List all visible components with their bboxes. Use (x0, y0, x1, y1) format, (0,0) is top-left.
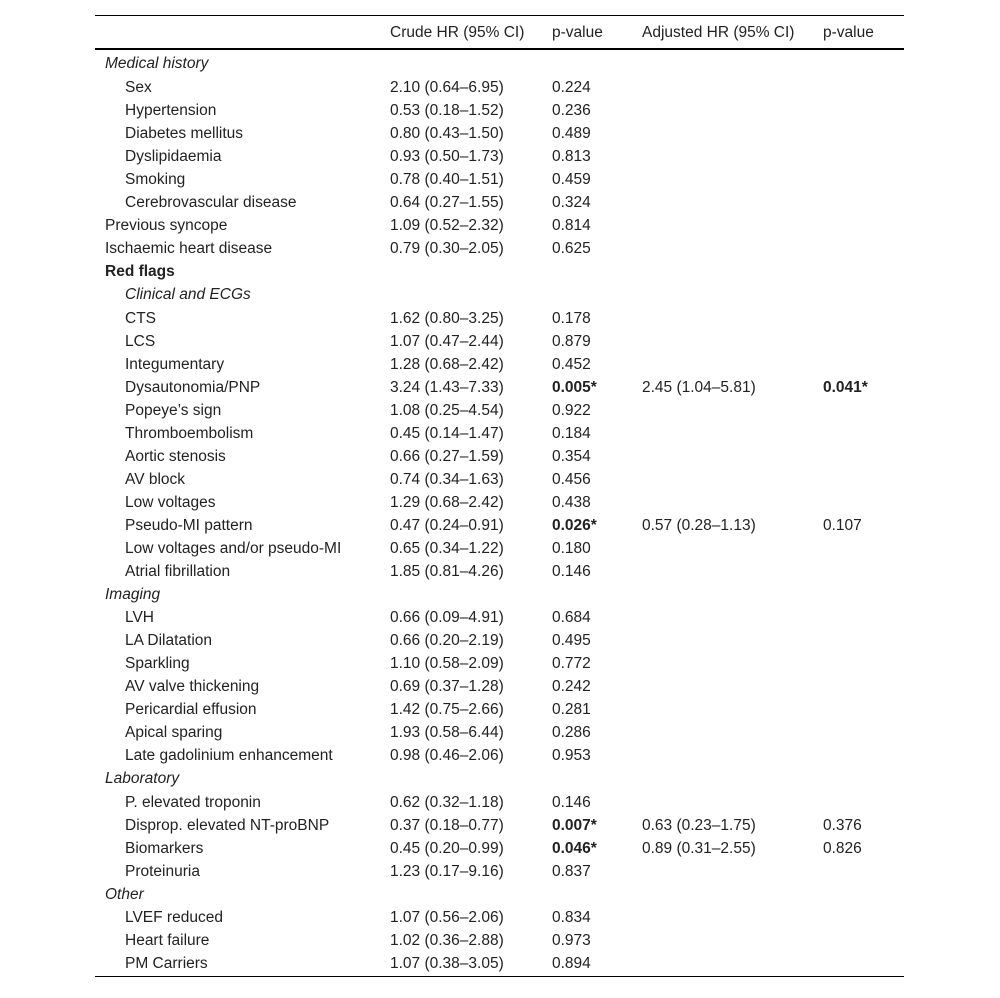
crude-hr-cell: 0.98 (0.46–2.06) (390, 747, 504, 764)
p-value-cell: 0.184 (552, 424, 591, 442)
p-value-cell: 0.953 (552, 747, 591, 764)
table-row (95, 191, 904, 214)
row-label: Popeye’s sign (125, 401, 222, 419)
crude-hr-cell: 1.85 (0.81–4.26) (390, 562, 504, 580)
header-adjusted-p-value: p-value (823, 24, 874, 41)
crude-hr-cell: 1.23 (0.17–9.16) (390, 862, 504, 880)
hazard-ratio-table (95, 15, 904, 977)
crude-hr-cell: 0.80 (0.43–1.50) (390, 124, 504, 142)
section-header-row (95, 260, 904, 284)
row-label: Pseudo-MI pattern (125, 516, 253, 534)
crude-hr-cell: 0.74 (0.34–1.63) (390, 470, 504, 488)
header-crude-hr: Crude HR (95% CI) (390, 24, 525, 41)
p-value-cell: 0.459 (552, 170, 591, 188)
crude-hr-cell: 3.24 (1.43–7.33) (390, 378, 504, 396)
table-row (95, 122, 904, 145)
row-label: Apical sparing (125, 724, 223, 741)
p-value-cell: 0.837 (552, 862, 591, 880)
crude-hr-cell: 1.09 (0.52–2.32) (390, 216, 504, 234)
crude-hr-cell: 0.47 (0.24–0.91) (390, 516, 504, 534)
row-label: Low voltages (125, 493, 216, 511)
row-label: Diabetes mellitus (125, 124, 244, 142)
p-value-cell: 0.224 (552, 78, 591, 96)
section-label: Clinical and ECGs (125, 286, 251, 303)
table-row (95, 721, 904, 744)
section-header-row (95, 52, 904, 76)
p-value-cell: 0.814 (552, 216, 591, 234)
header-p-value: p-value (552, 24, 603, 41)
p-value-cell: 0.452 (552, 355, 591, 373)
table-row (95, 445, 904, 468)
p-value-cell: 0.026* (552, 516, 597, 534)
section-label: Imaging (105, 585, 161, 603)
table-header (95, 16, 904, 50)
p-value-cell: 0.684 (552, 609, 591, 626)
crude-hr-cell: 1.29 (0.68–2.42) (390, 493, 504, 511)
crude-hr-cell: 0.79 (0.30–2.05) (390, 239, 504, 257)
crude-hr-cell: 0.64 (0.27–1.55) (390, 193, 504, 211)
section-label: Other (105, 885, 144, 903)
crude-hr-cell: 2.10 (0.64–6.95) (390, 78, 504, 96)
row-label: Dysautonomia/PNP (125, 378, 261, 396)
p-value-cell: 0.438 (552, 493, 591, 511)
table-row (95, 237, 904, 260)
section-label: Laboratory (105, 770, 180, 787)
table-row (95, 537, 904, 560)
crude-hr-cell: 1.07 (0.56–2.06) (390, 909, 504, 926)
row-label: P. elevated troponin (125, 793, 261, 811)
row-label: Proteinuria (125, 862, 200, 880)
p-value-cell: 0.879 (552, 332, 591, 350)
section-label: Medical history (105, 55, 209, 72)
adjusted-hr-cell: 0.57 (0.28–1.13) (642, 516, 756, 534)
crude-hr-cell: 0.69 (0.37–1.28) (390, 678, 504, 695)
crude-hr-cell: 1.07 (0.47–2.44) (390, 332, 504, 350)
adjusted-p-value-cell: 0.376 (823, 816, 862, 834)
p-value-cell: 0.005* (552, 378, 597, 396)
table-row (95, 814, 904, 837)
section-label: Red flags (105, 262, 175, 280)
table-row (95, 353, 904, 376)
table-row (95, 468, 904, 491)
table-row (95, 168, 904, 191)
table-row (95, 675, 904, 698)
header-adjusted-hr: Adjusted HR (95% CI) (642, 24, 795, 41)
adjusted-hr-cell: 2.45 (1.04–5.81) (642, 378, 756, 396)
row-label: Sparkling (125, 655, 190, 672)
row-label: Cerebrovascular disease (125, 193, 297, 211)
row-label: Aortic stenosis (125, 447, 226, 465)
row-label: Disprop. elevated NT-proBNP (125, 816, 330, 834)
table-row (95, 99, 904, 122)
row-label: AV block (125, 470, 186, 488)
crude-hr-cell: 0.78 (0.40–1.51) (390, 170, 504, 188)
crude-hr-cell: 0.53 (0.18–1.52) (390, 101, 504, 119)
table-row (95, 560, 904, 583)
p-value-cell: 0.236 (552, 101, 591, 119)
row-label: Thromboembolism (125, 424, 254, 442)
table-row (95, 929, 904, 952)
p-value-cell: 0.178 (552, 309, 591, 327)
row-label: Integumentary (125, 355, 225, 373)
p-value-cell: 0.146 (552, 793, 591, 811)
row-label: Late gadolinium enhancement (125, 747, 333, 764)
table-row (95, 514, 904, 537)
row-label: Smoking (125, 170, 186, 188)
crude-hr-cell: 1.10 (0.58–2.09) (390, 655, 504, 672)
crude-hr-cell: 1.93 (0.58–6.44) (390, 724, 504, 741)
adjusted-hr-cell: 0.63 (0.23–1.75) (642, 816, 756, 834)
p-value-cell: 0.922 (552, 401, 591, 419)
p-value-cell: 0.281 (552, 701, 591, 718)
crude-hr-cell: 1.62 (0.80–3.25) (390, 309, 504, 327)
row-label: LVH (125, 609, 155, 626)
row-label: Atrial fibrillation (125, 562, 231, 580)
p-value-cell: 0.772 (552, 655, 591, 672)
table-row (95, 491, 904, 514)
row-label: Biomarkers (125, 839, 204, 857)
crude-hr-cell: 0.65 (0.34–1.22) (390, 539, 504, 557)
table-row (95, 952, 904, 975)
crude-hr-cell: 1.07 (0.38–3.05) (390, 955, 504, 972)
row-label: Ischaemic heart disease (105, 239, 273, 257)
crude-hr-cell: 0.45 (0.20–0.99) (390, 839, 504, 857)
p-value-cell: 0.286 (552, 724, 591, 741)
table-row (95, 307, 904, 330)
adjusted-p-value-cell: 0.826 (823, 839, 862, 857)
table-row (95, 629, 904, 652)
p-value-cell: 0.146 (552, 562, 591, 580)
p-value-cell: 0.324 (552, 193, 591, 211)
row-label: Pericardial effusion (125, 701, 257, 718)
table-row (95, 145, 904, 168)
row-label: Sex (125, 78, 152, 96)
p-value-cell: 0.180 (552, 539, 591, 557)
row-label: CTS (125, 309, 156, 327)
table-row (95, 652, 904, 675)
row-label: Dyslipidaemia (125, 147, 222, 165)
crude-hr-cell: 1.02 (0.36–2.88) (390, 932, 504, 949)
table-row (95, 837, 904, 860)
table-row (95, 330, 904, 353)
row-label: Hypertension (125, 101, 217, 119)
crude-hr-cell: 0.93 (0.50–1.73) (390, 147, 504, 165)
table-row (95, 860, 904, 883)
crude-hr-cell: 0.66 (0.20–2.19) (390, 632, 504, 649)
table-row (95, 698, 904, 721)
table-row (95, 744, 904, 767)
table-row (95, 422, 904, 445)
table-row (95, 606, 904, 629)
p-value-cell: 0.495 (552, 632, 591, 649)
crude-hr-cell: 0.45 (0.14–1.47) (390, 424, 504, 442)
table-row (95, 376, 904, 399)
row-label: PM Carriers (125, 955, 208, 972)
section-header-row (95, 283, 904, 307)
adjusted-p-value-cell: 0.041* (823, 378, 868, 396)
row-label: Low voltages and/or pseudo-MI (125, 539, 342, 557)
table-row (95, 791, 904, 814)
table-row (95, 906, 904, 929)
p-value-cell: 0.625 (552, 239, 591, 257)
p-value-cell: 0.489 (552, 124, 591, 142)
crude-hr-cell: 0.62 (0.32–1.18) (390, 793, 504, 811)
table-row (95, 76, 904, 99)
crude-hr-cell: 1.08 (0.25–4.54) (390, 401, 504, 419)
row-label: LVEF reduced (125, 909, 223, 926)
table-row (95, 214, 904, 237)
p-value-cell: 0.007* (552, 816, 597, 834)
p-value-cell: 0.973 (552, 932, 591, 949)
row-label: Heart failure (125, 932, 210, 949)
crude-hr-cell: 0.37 (0.18–0.77) (390, 816, 504, 834)
p-value-cell: 0.894 (552, 955, 591, 972)
adjusted-p-value-cell: 0.107 (823, 516, 862, 534)
crude-hr-cell: 0.66 (0.27–1.59) (390, 447, 504, 465)
adjusted-hr-cell: 0.89 (0.31–2.55) (642, 839, 756, 857)
crude-hr-cell: 1.42 (0.75–2.66) (390, 701, 504, 718)
row-label: Previous syncope (105, 216, 228, 234)
section-header-row (95, 583, 904, 607)
p-value-cell: 0.456 (552, 470, 591, 488)
p-value-cell: 0.354 (552, 447, 591, 465)
row-label: LA Dilatation (125, 632, 213, 649)
row-label: AV valve thickening (125, 678, 260, 695)
p-value-cell: 0.242 (552, 678, 591, 695)
row-label: LCS (125, 332, 156, 350)
p-value-cell: 0.834 (552, 909, 591, 926)
crude-hr-cell: 0.66 (0.09–4.91) (390, 609, 504, 626)
p-value-cell: 0.046* (552, 839, 597, 857)
section-header-row (95, 767, 904, 791)
crude-hr-cell: 1.28 (0.68–2.42) (390, 355, 504, 373)
p-value-cell: 0.813 (552, 147, 591, 165)
section-header-row (95, 883, 904, 907)
table-row (95, 399, 904, 422)
table-body (95, 50, 904, 976)
